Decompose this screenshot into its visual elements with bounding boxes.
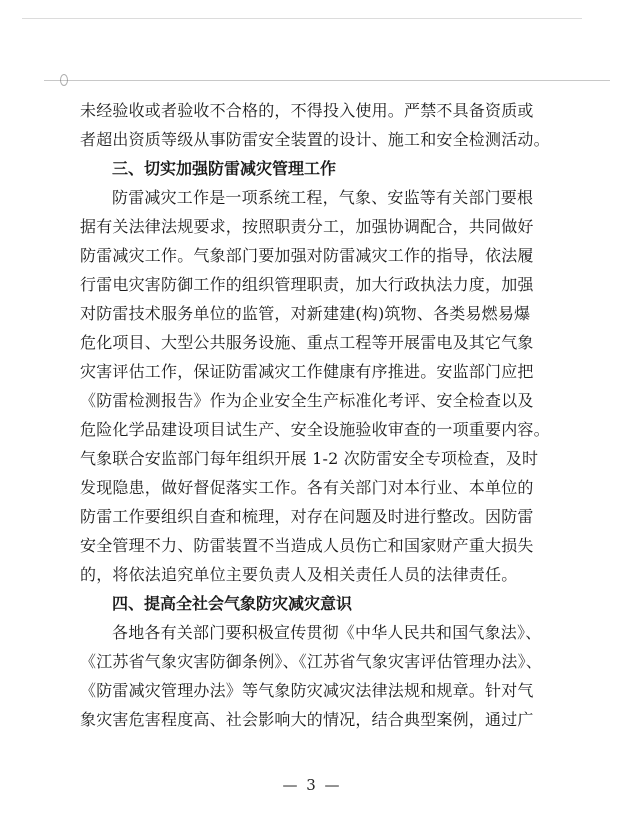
text-line: 危化项目、大型公共服务设施、重点工程等开展雷电及其它气象 (80, 333, 534, 352)
text-line: 发现隐患，做好督促落实工作。各有关部门对本行业、本单位的 (80, 478, 534, 497)
text-line: 安全管理不力、防雷装置不当造成人员伤亡和国家财产重大损失 (80, 536, 534, 555)
text-line: 者超出资质等级从事防雷安全装置的设计、施工和安全检测活动。 (80, 130, 550, 149)
paragraph-continuation (80, 96, 584, 154)
text-line: 未经验收或者验收不合格的，不得投入使用。严禁不具备资质或 (80, 101, 534, 120)
section-3 (80, 154, 584, 589)
text-line: 危险化学品建设项目试生产、安全设施验收审查的一项重要内容。 (80, 420, 550, 439)
text-line: 《防雷减灾管理办法》等气象防灾减灾法律法规和规章。针对气 (80, 681, 534, 700)
text-line: 各地各有关部门要积极宣传贯彻《中华人民共和国气象法》、 (112, 623, 542, 642)
text-line: 《防雷检测报告》作为企业安全生产标准化考评、安全检查以及 (80, 391, 534, 410)
text-line: 据有关法律法规要求，按照职责分工，加强协调配合，共同做好 (80, 217, 534, 236)
text-line: 对防雷技术服务单位的监管，对新建建(构)筑物、各类易燃易爆 (80, 304, 531, 323)
section-heading: 三、切实加强防雷减灾管理工作 (112, 159, 337, 178)
page-number: — 3 — (282, 776, 342, 794)
text-line: 行雷电灾害防御工作的组织管理职责，加大行政执法力度，加强 (80, 275, 534, 294)
text-line: 《江苏省气象灾害防御条例》、《江苏省气象灾害评估管理办法》、 (80, 652, 543, 671)
text-line: 防雷减灾工作。气象部门要加强对防雷减灾工作的指导，依法履 (80, 246, 534, 265)
text-line: 灾害评估工作，保证防雷减灾工作健康有序推进。安监部门应把 (80, 362, 534, 381)
section-heading: 四、提高全社会气象防灾减灾意识 (112, 594, 353, 613)
text-line: 象灾害危害程度高、社会影响大的情况，结合典型案例，通过广 (80, 710, 534, 729)
text-line: 防雷减灾工作是一项系统工程，气象、安监等有关部门要根 (112, 188, 534, 207)
text-line: 气象联合安监部门每年组织开展 1-2 次防雷安全专项检查，及时 (80, 449, 539, 468)
text-line: 的，将依法追究单位主要负责人及相关责任人员的法律责任。 (80, 565, 518, 584)
section-4 (80, 589, 584, 734)
text-line: 防雷工作要组织自查和梳理，对存在问题及时进行整改。因防雷 (80, 507, 534, 526)
